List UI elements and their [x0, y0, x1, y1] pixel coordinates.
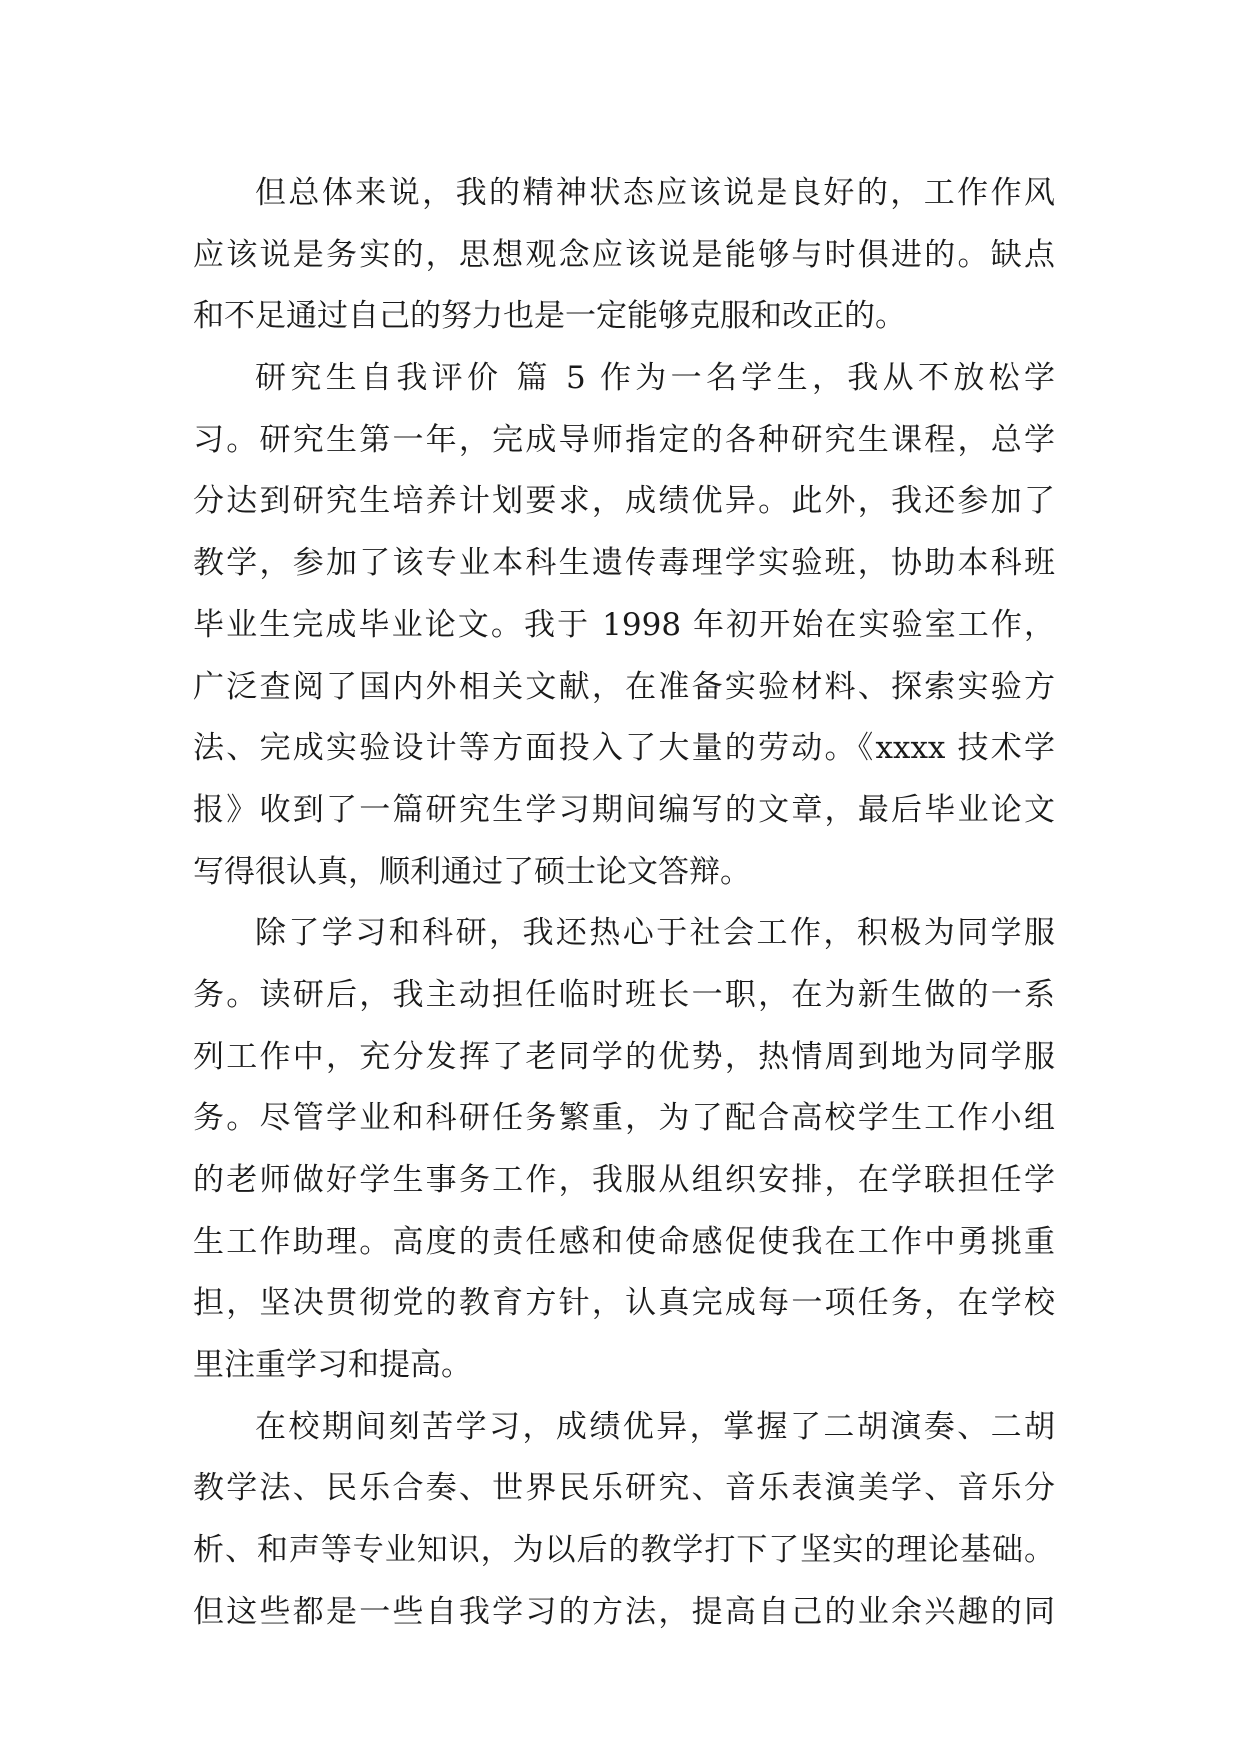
- body-text: [193, 163, 1055, 1644]
- text-line: 应该说是务实的，思想观念应该说是能够与时俱进的。缺点: [193, 236, 1055, 273]
- text-line: 里注重学习和提高。: [193, 1347, 472, 1384]
- text-line: 教学法、民乐合奏、世界民乐研究、音乐表演美学、音乐分: [193, 1470, 1055, 1507]
- text-line: 但这些都是一些自我学习的方法，提高自己的业余兴趣的同: [193, 1593, 1055, 1630]
- text-line: 广泛查阅了国内外相关文献，在准备实验材料、探索实验方: [193, 668, 1055, 705]
- text-line: 生工作助理。高度的责任感和使命感促使我在工作中勇挑重: [193, 1223, 1055, 1260]
- text-line: 列工作中，充分发挥了老同学的优势，热情周到地为同学服: [193, 1038, 1055, 1075]
- text-line: 但总体来说，我的精神状态应该说是良好的，工作作风: [255, 175, 1055, 211]
- text-line: 分达到研究生培养计划要求，成绩优异。此外，我还参加了: [193, 483, 1055, 520]
- text-line: 务。读研后，我主动担任临时班长一职，在为新生做的一系: [193, 976, 1055, 1013]
- text-line: 的老师做好学生事务工作，我服从组织安排，在学联担任学: [193, 1162, 1055, 1198]
- text-line: 报》收到了一篇研究生学习期间编写的文章，最后毕业论文: [193, 791, 1055, 828]
- text-line: 毕业生完成毕业论文。我于 1998 年初开始在实验室工作，: [193, 606, 1055, 643]
- text-line: 法、完成实验设计等方面投入了大量的劳动。《xxxx 技术学: [193, 730, 1055, 767]
- text-line: 务。尽管学业和科研任务繁重，为了配合高校学生工作小组: [193, 1100, 1055, 1137]
- text-line: 担，坚决贯彻党的教育方针，认真完成每一项任务，在学校: [193, 1285, 1055, 1322]
- text-line: 习。研究生第一年，完成导师指定的各种研究生课程，总学: [193, 421, 1055, 458]
- text-line: 教学，参加了该专业本科生遗传毒理学实验班，协助本科班: [193, 545, 1055, 582]
- text-line: 研究生自我评价 篇 5 作为一名学生，我从不放松学: [255, 360, 1055, 397]
- text-line: 析、和声等专业知识，为以后的教学打下了坚实的理论基础。: [193, 1532, 1055, 1569]
- text-line: 写得很认真，顺利通过了硕士论文答辩。: [193, 853, 751, 890]
- text-line: 除了学习和科研，我还热心于社会工作，积极为同学服: [255, 915, 1055, 952]
- text-line: 和不足通过自己的努力也是一定能够克服和改正的。: [193, 298, 906, 335]
- text-line: 在校期间刻苦学习，成绩优异，掌握了二胡演奏、二胡: [255, 1408, 1055, 1445]
